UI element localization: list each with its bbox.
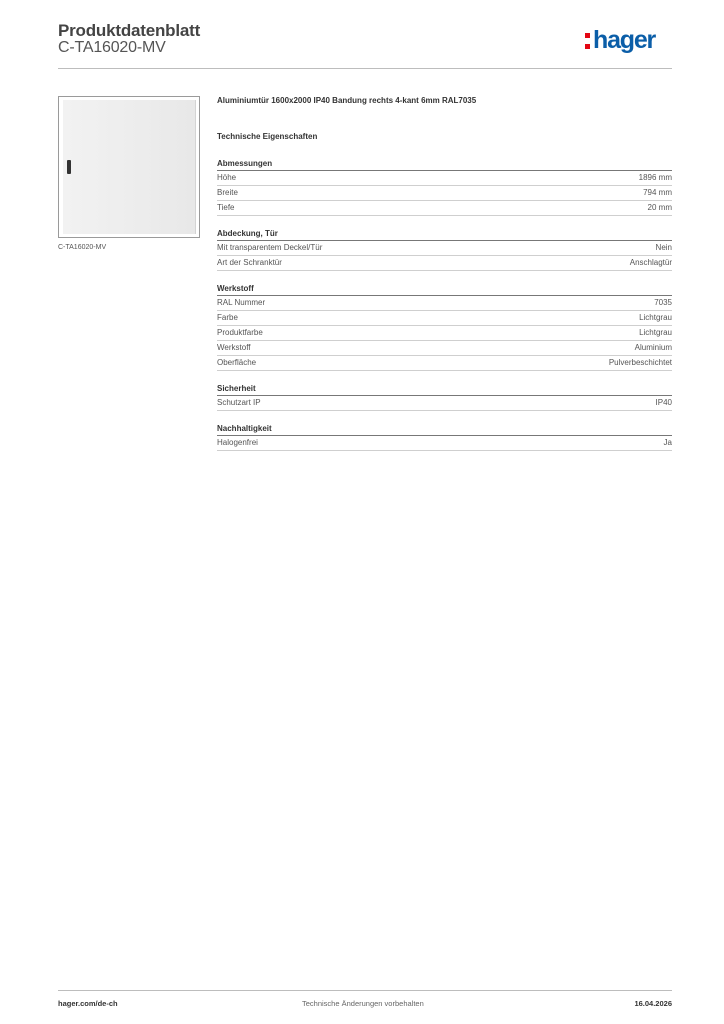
logo-dots-icon xyxy=(585,33,590,50)
spec-label: Breite xyxy=(217,188,238,197)
spec-section xyxy=(217,158,672,216)
footer-note: Technische Änderungen vorbehalten xyxy=(302,999,424,1008)
spec-row xyxy=(217,341,672,356)
door-picture xyxy=(63,100,196,234)
spec-label: RAL Nummer xyxy=(217,298,266,307)
section-title: Werkstoff xyxy=(217,283,672,296)
spec-label: Schutzart IP xyxy=(217,398,261,407)
logo-text: hager xyxy=(593,26,656,54)
footer-website: hager.com/de-ch xyxy=(58,999,118,1008)
spec-value: 794 mm xyxy=(643,188,672,197)
spec-value: IP40 xyxy=(655,398,672,407)
product-code: C-TA16020-MV xyxy=(58,39,166,56)
spec-label: Halogenfrei xyxy=(217,438,258,447)
spec-sections xyxy=(217,158,672,451)
spec-section xyxy=(217,383,672,411)
spec-value: 7035 xyxy=(654,298,672,307)
spec-label: Werkstoff xyxy=(217,343,251,352)
spec-value: Pulverbeschichtet xyxy=(608,358,672,367)
footer-divider xyxy=(58,990,672,991)
spec-value: Nein xyxy=(655,243,672,252)
spec-row xyxy=(217,436,672,451)
spec-value: Lichtgrau xyxy=(639,328,672,337)
spec-row xyxy=(217,311,672,326)
spec-label: Art der Schranktür xyxy=(217,258,282,267)
product-image-caption: C-TA16020-MV xyxy=(58,244,107,251)
spec-row xyxy=(217,356,672,371)
spec-row xyxy=(217,296,672,311)
hager-logo xyxy=(593,28,655,53)
spec-value: Anschlagtür xyxy=(629,258,672,267)
spec-row xyxy=(217,201,672,216)
spec-label: Produktfarbe xyxy=(217,328,263,337)
door-handle-icon xyxy=(67,160,71,174)
spec-value: Lichtgrau xyxy=(639,313,672,322)
spec-label: Mit transparentem Deckel/Tür xyxy=(217,243,323,252)
spec-section xyxy=(217,228,672,271)
section-title: Abmessungen xyxy=(217,158,672,171)
spec-value: 1896 mm xyxy=(638,173,672,182)
spec-value: 20 mm xyxy=(647,203,672,212)
page-title: Produktdatenblatt xyxy=(58,21,201,40)
section-title: Sicherheit xyxy=(217,383,672,396)
spec-row xyxy=(217,171,672,186)
product-image xyxy=(58,96,200,238)
spec-row xyxy=(217,326,672,341)
spec-label: Tiefe xyxy=(217,203,235,212)
tech-properties-title: Technische Eigenschaften xyxy=(217,132,318,141)
spec-section xyxy=(217,423,672,451)
spec-value: Ja xyxy=(663,438,672,447)
product-description: Aluminiumtür 1600x2000 IP40 Bandung rechts 4-kant 6mm RAL7035 xyxy=(217,96,477,105)
spec-section xyxy=(217,283,672,371)
footer-date: 16.04.2026 xyxy=(634,999,672,1008)
spec-label: Oberfläche xyxy=(217,358,257,367)
spec-row xyxy=(217,241,672,256)
spec-row xyxy=(217,186,672,201)
section-title: Abdeckung, Tür xyxy=(217,228,672,241)
spec-label: Höhe xyxy=(217,173,237,182)
spec-value: Aluminium xyxy=(634,343,672,352)
section-title: Nachhaltigkeit xyxy=(217,423,672,436)
spec-row xyxy=(217,396,672,411)
spec-row xyxy=(217,256,672,271)
spec-label: Farbe xyxy=(217,313,238,322)
specs-content xyxy=(217,96,672,451)
header-divider xyxy=(58,68,672,69)
